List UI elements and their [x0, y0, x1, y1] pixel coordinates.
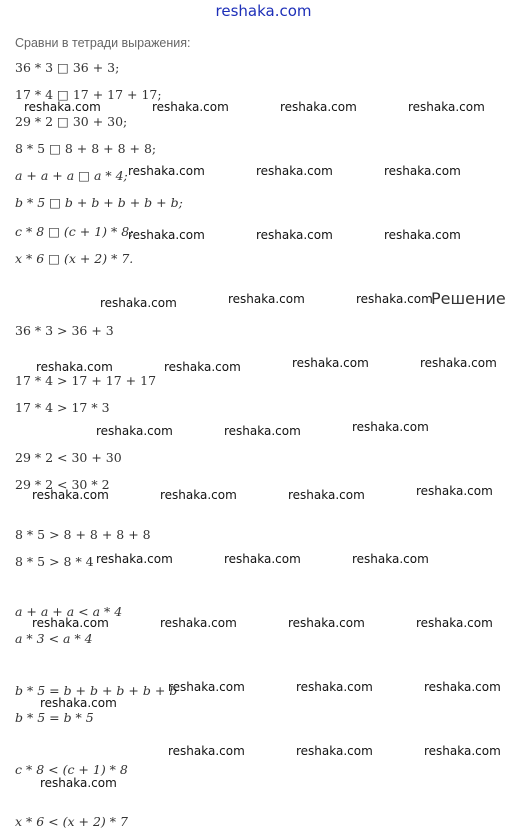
watermark: reshaka.com	[296, 680, 373, 694]
watermark: reshaka.com	[40, 696, 117, 710]
watermark: reshaka.com	[128, 228, 205, 242]
watermark: reshaka.com	[160, 616, 237, 630]
task-item-4: 8 * 5 □ 8 + 8 + 8 + 8;	[15, 141, 157, 156]
watermark: reshaka.com	[40, 776, 117, 790]
watermark: reshaka.com	[288, 616, 365, 630]
task-instruction: Сравни в тетради выражения:	[15, 36, 191, 50]
watermark: reshaka.com	[164, 360, 241, 374]
watermark: reshaka.com	[420, 356, 497, 370]
watermark: reshaka.com	[256, 164, 333, 178]
watermark: reshaka.com	[288, 488, 365, 502]
solution-line-13: x * 6 < (x + 2) * 7	[15, 814, 128, 829]
watermark: reshaka.com	[356, 292, 433, 306]
task-item-7: c * 8 □ (c + 1) * 8;	[15, 224, 134, 239]
watermark: reshaka.com	[224, 424, 301, 438]
watermark: reshaka.com	[256, 228, 333, 242]
watermark: reshaka.com	[384, 164, 461, 178]
task-item-1: 36 * 3 □ 36 + 3;	[15, 60, 120, 75]
watermark: reshaka.com	[36, 360, 113, 374]
watermark: reshaka.com	[152, 100, 229, 114]
watermark: reshaka.com	[384, 228, 461, 242]
watermark: reshaka.com	[32, 488, 109, 502]
solution-line-10: b * 5 = b + b + b + b + b	[15, 683, 178, 698]
solution-line-9: a * 3 < a * 4	[15, 631, 93, 646]
watermark: reshaka.com	[424, 744, 501, 758]
solution-title: Решение	[431, 289, 506, 308]
watermark: reshaka.com	[160, 488, 237, 502]
watermark: reshaka.com	[32, 616, 109, 630]
task-item-6: b * 5 □ b + b + b + b + b;	[15, 195, 183, 210]
task-item-2: 17 * 4 □ 17 + 17 + 17;	[15, 87, 162, 102]
watermark: reshaka.com	[352, 552, 429, 566]
watermark: reshaka.com	[352, 420, 429, 434]
watermark: reshaka.com	[96, 424, 173, 438]
watermark: reshaka.com	[224, 552, 301, 566]
watermark: reshaka.com	[408, 100, 485, 114]
solution-line-8: a + a + a < a * 4	[15, 604, 123, 619]
solution-line-4: 29 * 2 < 30 + 30	[15, 450, 122, 465]
watermark: reshaka.com	[296, 744, 373, 758]
watermark: reshaka.com	[24, 100, 101, 114]
solution-line-5: 29 * 2 < 30 * 2	[15, 477, 110, 492]
watermark: reshaka.com	[280, 100, 357, 114]
task-item-3: 29 * 2 □ 30 + 30;	[15, 114, 128, 129]
solution-line-11: b * 5 = b * 5	[15, 710, 94, 725]
watermark: reshaka.com	[228, 292, 305, 306]
watermark: reshaka.com	[96, 552, 173, 566]
solution-line-3: 17 * 4 > 17 * 3	[15, 400, 110, 415]
task-item-8: x * 6 □ (x + 2) * 7.	[15, 251, 134, 266]
solution-line-7: 8 * 5 > 8 * 4	[15, 554, 94, 569]
watermark: reshaka.com	[100, 296, 177, 310]
solution-line-2: 17 * 4 > 17 + 17 + 17	[15, 373, 157, 388]
watermark: reshaka.com	[128, 164, 205, 178]
solution-line-12: c * 8 < (c + 1) * 8	[15, 762, 128, 777]
watermark: reshaka.com	[168, 744, 245, 758]
watermark: reshaka.com	[416, 484, 493, 498]
watermark: reshaka.com	[424, 680, 501, 694]
site-header-logo[interactable]: reshaka.com	[215, 2, 312, 20]
solution-line-1: 36 * 3 > 36 + 3	[15, 323, 114, 338]
watermark: reshaka.com	[292, 356, 369, 370]
watermark: reshaka.com	[168, 680, 245, 694]
solution-line-6: 8 * 5 > 8 + 8 + 8 + 8	[15, 527, 151, 542]
task-item-5: a + a + a □ a * 4;	[15, 168, 128, 183]
watermark: reshaka.com	[416, 616, 493, 630]
